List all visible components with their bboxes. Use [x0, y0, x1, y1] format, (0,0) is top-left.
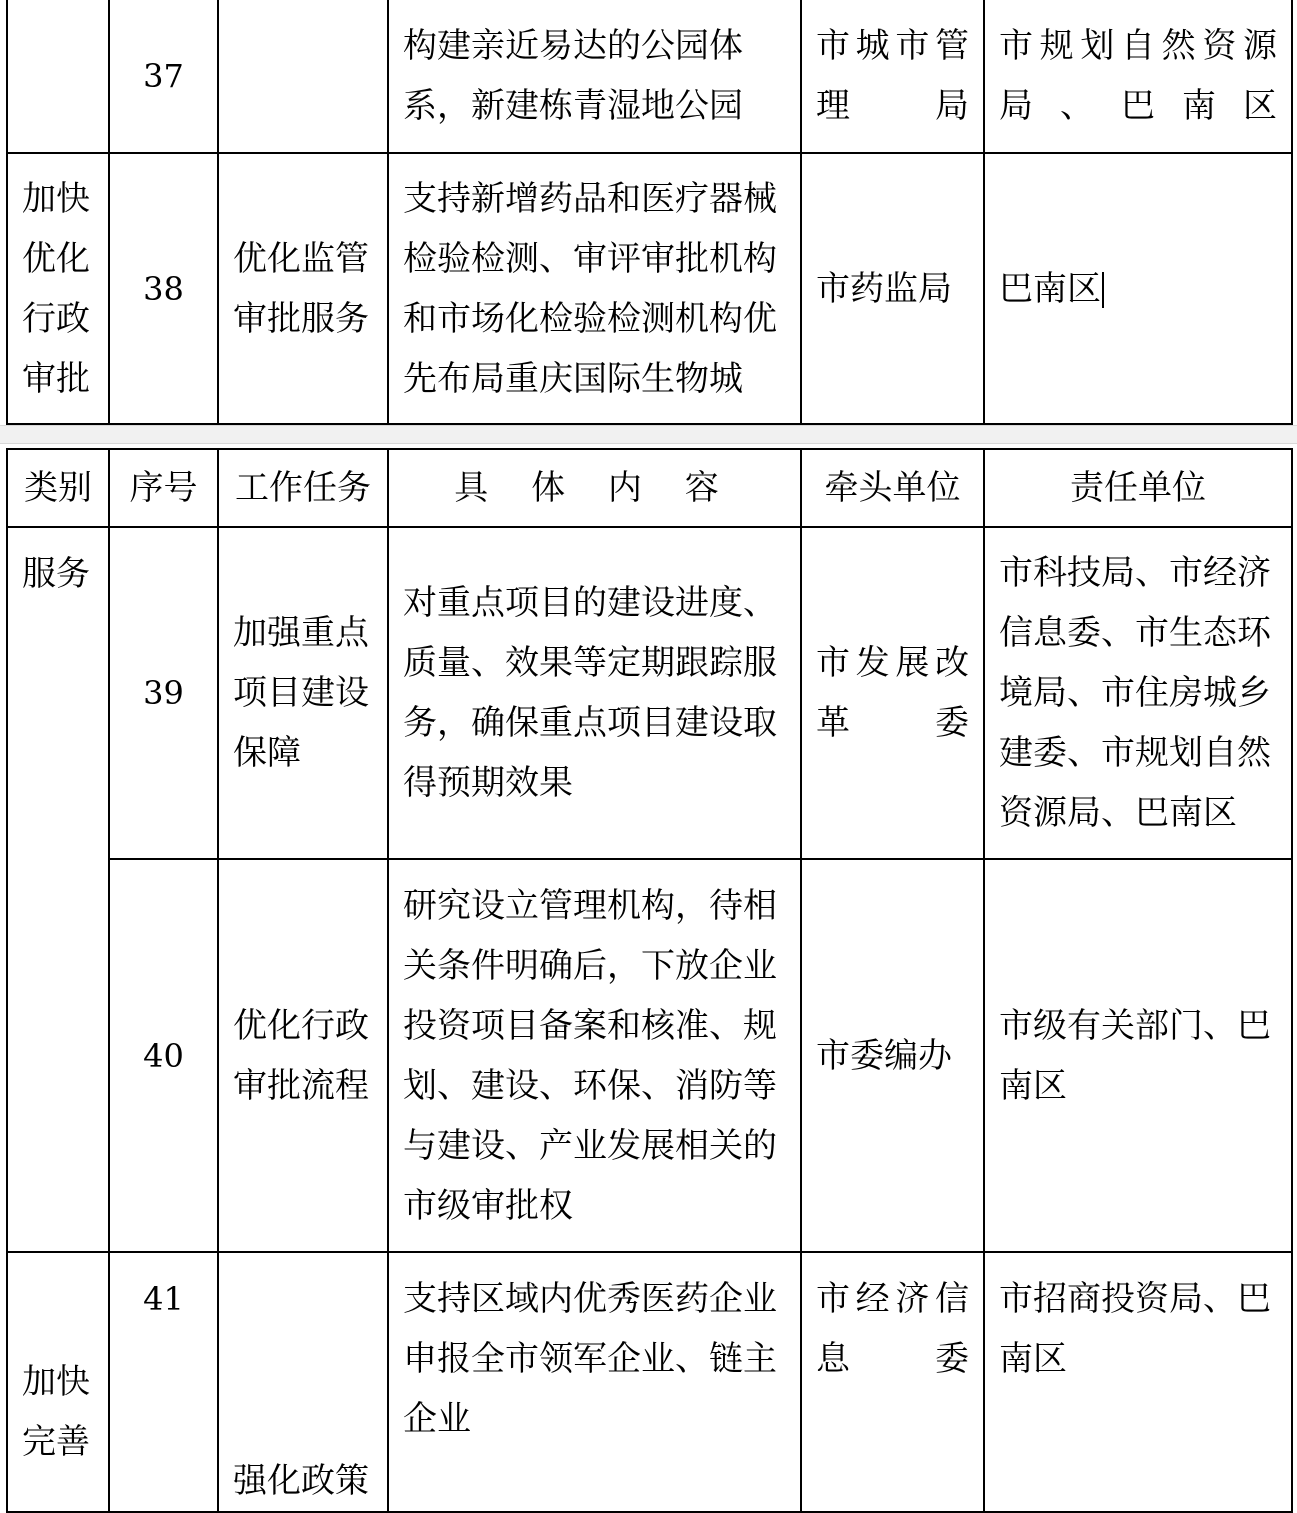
row-number: 37	[109, 0, 218, 153]
table-row	[7, 153, 1292, 424]
category-cell: 加快完善	[7, 1252, 109, 1512]
row-number: 40	[109, 859, 218, 1252]
task-cell: 优化行政审批流程	[218, 859, 388, 1252]
lead-unit-cell: 市委编办	[801, 859, 984, 1252]
responsible-unit-cell: 市科技局、市经济信息委、市生态环境局、市住房城乡建委、市规划自然资源局、巴南区	[984, 527, 1292, 859]
header-category: 类别	[7, 449, 109, 527]
row-number: 41	[109, 1252, 218, 1512]
table-row	[7, 1252, 1292, 1512]
content-cell: 支持区域内优秀医药企业申报全市领军企业、链主企业	[388, 1252, 801, 1512]
header-responsible-unit: 责任单位	[984, 449, 1292, 527]
category-cell: 服务	[7, 527, 109, 1252]
header-content: 具 体 内 容	[388, 449, 801, 527]
responsible-unit-cell: 市招商投资局、巴南区	[984, 1252, 1292, 1512]
category-cell	[7, 0, 109, 153]
responsible-unit-text: 巴南区	[999, 268, 1101, 309]
content-cell: 对重点项目的建设进度、质量、效果等定期跟踪服务，确保重点项目建设取得预期效果	[388, 527, 801, 859]
task-cell	[218, 0, 388, 153]
category-cell: 加快优化行政审批	[7, 153, 109, 424]
table-row	[7, 527, 1292, 859]
page-fragment-bottom	[0, 444, 1297, 1501]
table-row	[7, 0, 1292, 153]
responsible-unit-cell: 市规划自然资源局、巴南区	[984, 0, 1292, 153]
row-number: 39	[109, 527, 218, 859]
page-fragment-top	[0, 0, 1297, 425]
lead-unit-cell: 市药监局	[801, 153, 984, 424]
lead-unit-cell: 市城市管理局	[801, 0, 984, 153]
content-cell: 研究设立管理机构，待相关条件明确后，下放企业投资项目备案和核准、规划、建设、环保、消防等与建设、产业发展相关的市级审批权	[388, 859, 801, 1252]
text-cursor	[1102, 272, 1104, 308]
table-row	[7, 859, 1292, 1252]
row-number: 38	[109, 153, 218, 424]
responsible-unit-cell[interactable]	[984, 153, 1292, 424]
lead-unit-cell: 市发展改革委	[801, 527, 984, 859]
content-cell: 支持新增药品和医疗器械检验检测、审评审批机构和市场化检验检测机构优先布局重庆国际生物城	[388, 153, 801, 424]
task-cell: 强化政策	[218, 1252, 388, 1512]
content-cell: 构建亲近易达的公园体系，新建栋青湿地公园	[388, 0, 801, 153]
task-cell: 加强重点项目建设保障	[218, 527, 388, 859]
header-lead-unit: 牵头单位	[801, 449, 984, 527]
task-table-page2	[6, 448, 1293, 1513]
header-number: 序号	[109, 449, 218, 527]
task-cell: 优化监管审批服务	[218, 153, 388, 424]
responsible-unit-cell: 市级有关部门、巴南区	[984, 859, 1292, 1252]
task-table-page1	[6, 0, 1293, 425]
table-header-row	[7, 449, 1292, 527]
header-task: 工作任务	[218, 449, 388, 527]
page-break	[0, 425, 1297, 444]
lead-unit-cell: 市经济信息委	[801, 1252, 984, 1512]
